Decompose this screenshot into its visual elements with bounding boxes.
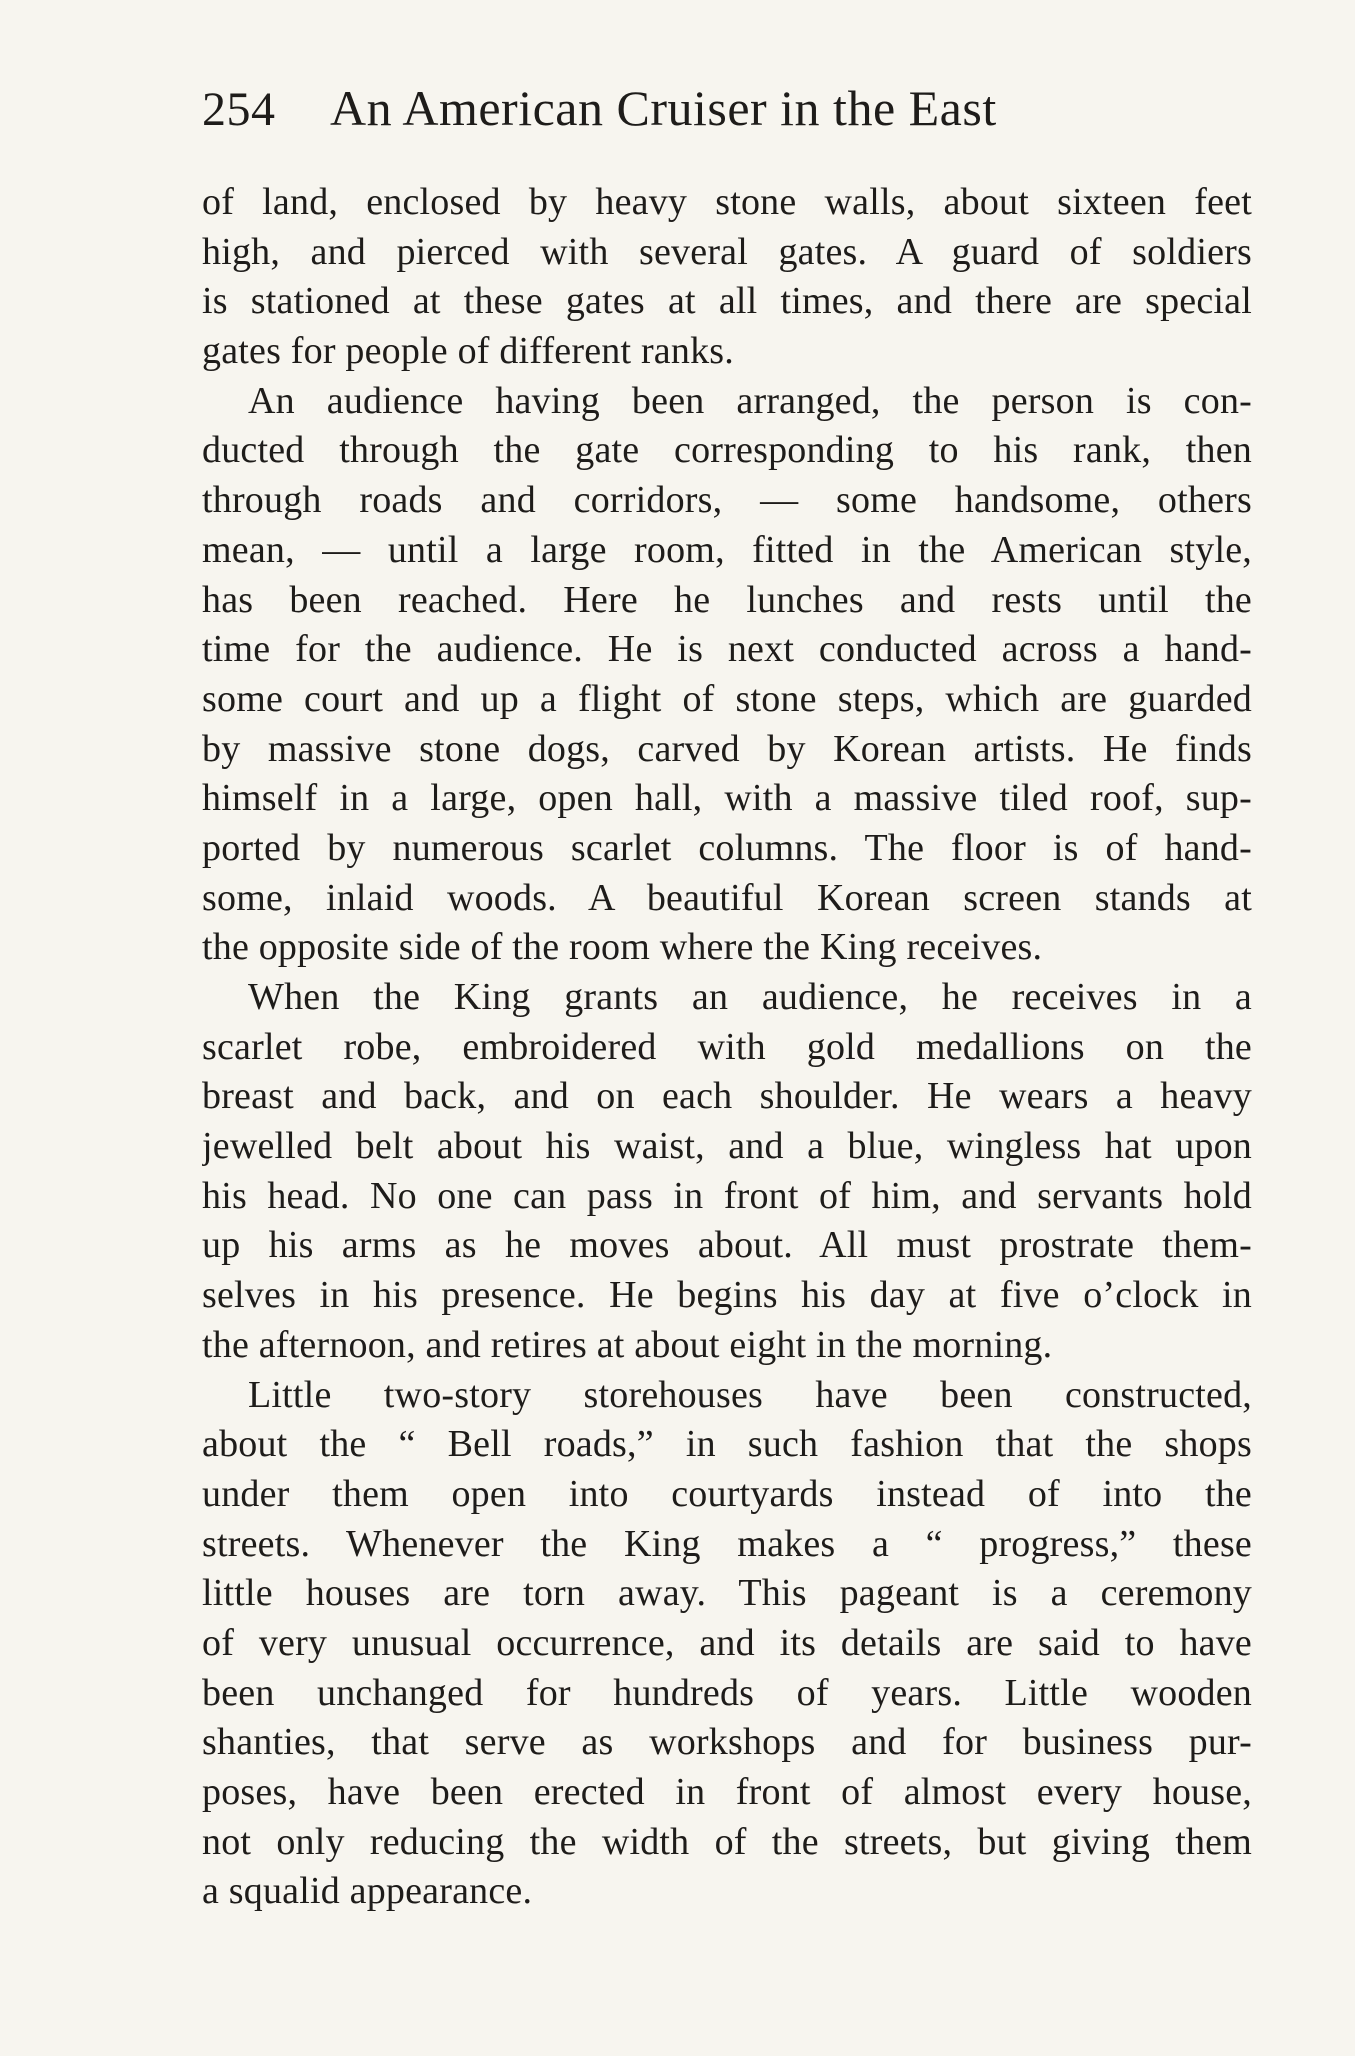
paragraph xyxy=(202,377,1252,973)
page-number: 254 xyxy=(202,83,276,136)
text-line: of land, enclosed by heavy stone walls, about sixteen feet xyxy=(202,181,1252,223)
text-line: high, and pierced with several gates. A guard of soldiers xyxy=(202,230,1252,273)
text-line: breast and back, and on each shoulder. He wears a heavy xyxy=(202,1075,1252,1118)
text-line: is stationed at these gates at all times, and there are special xyxy=(202,280,1252,323)
text-line: his head. No one can pass in front of him, and servants hold xyxy=(202,1174,1252,1217)
text-line: shanties, that serve as workshops and for business pur- xyxy=(202,1721,1252,1764)
text-line: through roads and corridors, — some handsome, others xyxy=(202,479,1252,522)
text-line: some court and up a flight of stone steps, which are guarded xyxy=(202,677,1252,720)
text-line: of very unusual occurrence, and its details are said to have xyxy=(202,1621,1252,1664)
text-line: some, inlaid woods. A beautiful Korean screen stands at xyxy=(202,876,1252,919)
text-line: scarlet robe, embroidered with gold medallions on the xyxy=(202,1025,1252,1068)
paragraph xyxy=(202,178,1252,377)
paragraph xyxy=(202,973,1252,1371)
text-line: up his arms as he moves about. All must prostrate them- xyxy=(202,1224,1252,1267)
text-line: the afternoon, and retires at about eight in the morning. xyxy=(202,1323,1053,1366)
text-line: An audience having been arranged, the person is con- xyxy=(248,379,1252,422)
text-line: selves in his presence. He begins his day at five o’clock in xyxy=(202,1274,1252,1317)
text-line: little houses are torn away. This pageant is a ceremony xyxy=(202,1572,1252,1615)
text-line: the opposite side of the room where the King receives. xyxy=(202,926,1043,969)
text-line: ported by numerous scarlet columns. The floor is of hand- xyxy=(202,826,1252,869)
text-line: When the King grants an audience, he receives in a xyxy=(248,976,1252,1018)
body-text xyxy=(202,178,1252,1917)
text-line: poses, have been erected in front of almost every house, xyxy=(202,1771,1252,1813)
running-title: An American Cruiser in the East xyxy=(330,80,997,136)
text-line: about the “ Bell roads,” in such fashion that the shops xyxy=(202,1423,1252,1466)
text-line: by massive stone dogs, carved by Korean artists. He finds xyxy=(202,727,1252,770)
text-line: Little two-story storehouses have been constructed, xyxy=(248,1373,1252,1416)
text-line: himself in a large, open hall, with a massive tiled roof, sup- xyxy=(202,777,1252,820)
text-line: mean, — until a large room, fitted in the American style, xyxy=(202,528,1252,571)
text-line: time for the audience. He is next conducted across a hand- xyxy=(202,628,1252,671)
text-line: a squalid appearance. xyxy=(202,1870,533,1913)
text-line: gates for people of different ranks. xyxy=(202,330,734,373)
paragraph xyxy=(202,1371,1252,1918)
text-line: not only reducing the width of the streets, but giving them xyxy=(202,1820,1252,1863)
text-line: ducted through the gate corresponding to his rank, then xyxy=(202,429,1252,472)
running-head xyxy=(202,78,1162,138)
text-line: jewelled belt about his waist, and a blue, wingless hat upon xyxy=(202,1125,1252,1168)
text-line: been unchanged for hundreds of years. Little wooden xyxy=(202,1671,1252,1714)
text-line: under them open into courtyards instead of into the xyxy=(202,1472,1252,1515)
text-line: has been reached. Here he lunches and rests until the xyxy=(202,578,1252,621)
text-line: streets. Whenever the King makes a “ progress,” these xyxy=(202,1522,1252,1565)
